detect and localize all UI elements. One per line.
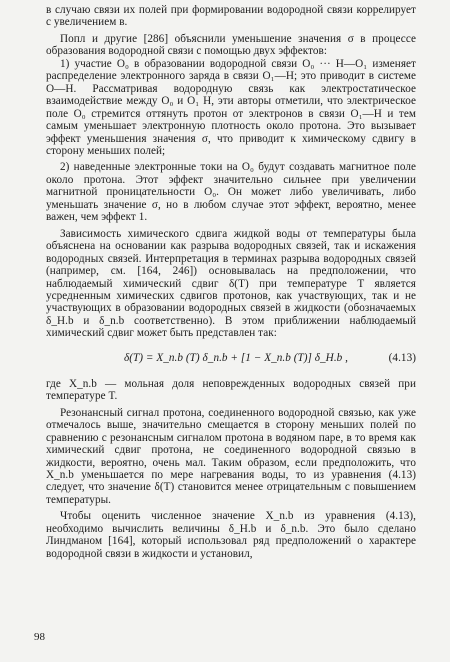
paragraph-continuation: в случаю связи их полей при формировании водородной связи коррелирует с увеличением в.: [46, 4, 416, 29]
page-number: 98: [34, 631, 45, 643]
equation-expression: δ(T) = X_n.b (T) δ_n.b + [1 − X_n.b (T)] δ_H.b ,: [124, 351, 348, 364]
paragraph-temperature-dependence: Зависимость химического сдвига жидкой воды от температуры была объяснена на основании как разрыва водородных связей, так и искажения водородных связей. Интерпретация в терминах разрыва водородных связей (например, см. [164, 246]) основывалась на предположении, что наблюдаемый химический сдвиг δ(T) при температуре T является усредненным химических сдвигов протонов, как участвующих, так и не участвующих в образовании водородных связей в жидкости (обозначаемых δ_H.b и δ_n.b соответственно). В этом приближении наблюдаемый химический сдвиг может быть представлен так:: [46, 227, 416, 340]
paragraph-resonance-signal: Резонансный сигнал протона, соединенного водородной связью, как уже отмечалось выше, значительно смещается в сторону меньших полей по сравнению с резонансным сигналом протона в водяном паре, в то время как химический сдвиг протона, не соединенного водородной связью в жидкости, вероятно, очень мал. Таким образом, если предположить, что X_n.b уменьшается по мере нагревания воды, то из уравнения (4.13) следует, что значение δ(T) становится менее отрицательным с повышением температуры.: [46, 406, 416, 506]
paragraph-numeric-estimate: Чтобы оценить численное значение X_n.b из уравнения (4.13), необходимо вычислить величины δ_H.b и δ_n.b. Это было сделано Линдманом [164], который использовал ряд предположений о характере водородной связи в жидкости и установил,: [46, 510, 416, 560]
paragraph-effect-2: 2) наведенные электронные токи на O₀ будут создавать магнитное поле около протона. Этот эффект значительно сильнее при увеличении магнитной проницательности O₀. Он может либо увеличивать, либо уменьшать значение σ, но в любом случае этот эффект, вероятно, менее важен, чем эффект 1.: [46, 161, 416, 224]
paragraph-mole-fraction: где X_n.b — мольная доля неповрежденных водородных связей при температуре T.: [46, 377, 416, 403]
page-text-block: [46, 4, 416, 560]
paragraph-pople-intro: Попл и другие [286] объяснили уменьшение значения σ в процессе образования водородной связи с помощью двух эффектов:: [46, 32, 416, 58]
paragraph-effect-1: 1) участие O₀ в образовании водородной связи O₀ ··· H—O₁ изменяет распределение электронного заряда в связи O₁—H; это приводит в системе O—H. Рассматривая водородную связь как электростатическое взаимодействие между O₀ и O₁ H, эти авторы отметили, что электрическое поле O₀ стремится оттянуть протон от электронов в связи O₁—H и тем самым уменьшает электронную плотность около протона. Это вызывает эффект уменьшения значения σ, что приводит к химическому сдвигу в сторону меньших полей;: [46, 57, 416, 157]
equation-4-13: [46, 352, 416, 366]
equation-number: (4.13): [388, 351, 416, 364]
